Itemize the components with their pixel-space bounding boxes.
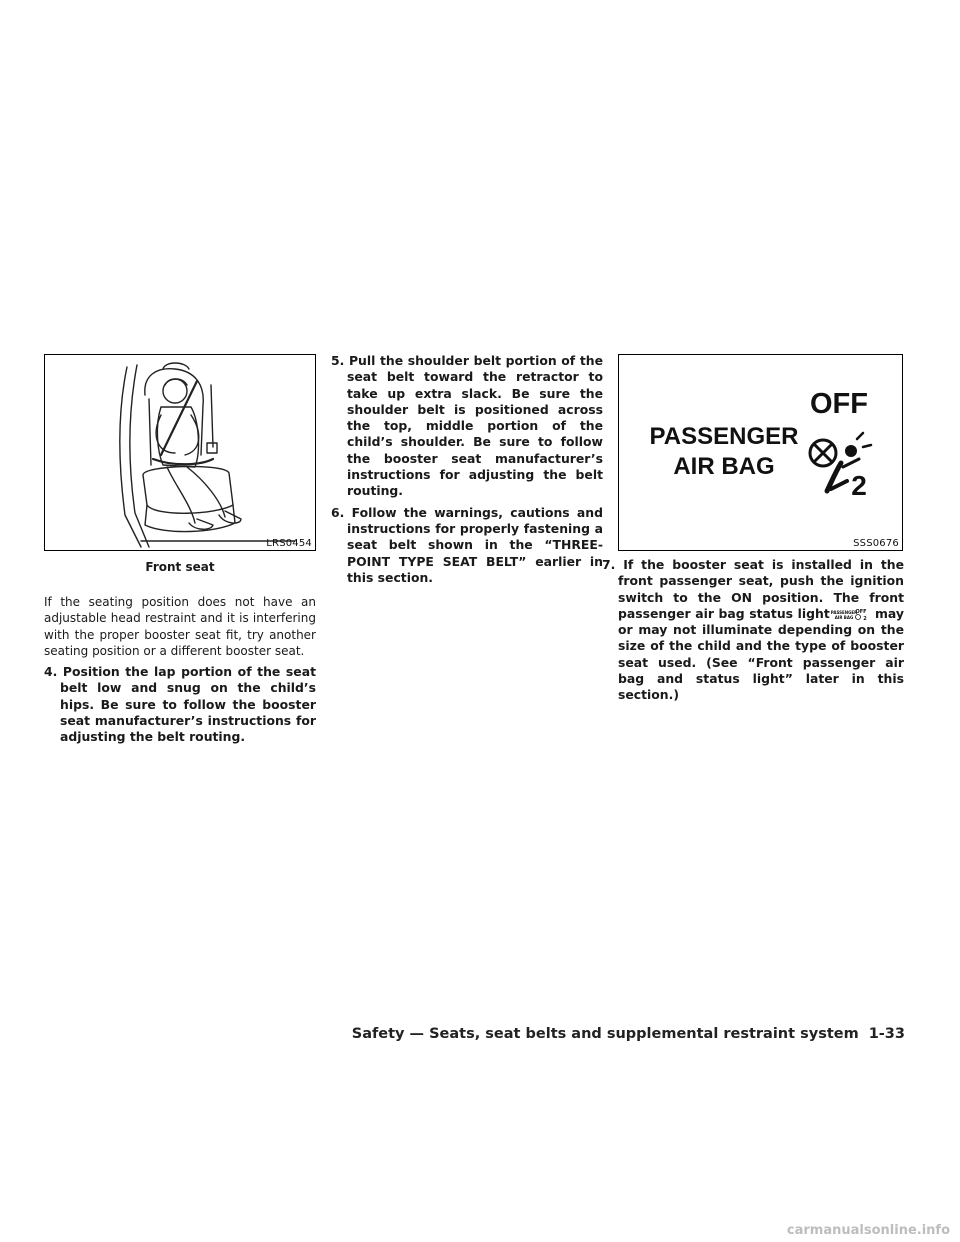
figure-code: LRS0454 <box>266 538 312 549</box>
page-number: 1-33 <box>868 1026 905 1042</box>
section-title: Safety — Seats, seat belts and supplemental restraint system <box>351 1026 859 1042</box>
column-1 <box>44 594 316 751</box>
intro-paragraph: If the seating position does not have an adjustable head restraint and it is interfering with the proper booster seat fit, try another seating position or a different booster seat. <box>44 595 316 658</box>
figure-passenger-airbag <box>618 354 903 551</box>
page-footer <box>352 1026 905 1042</box>
figure-caption: Front seat <box>145 560 215 574</box>
svg-text:OFF: OFF <box>855 609 867 616</box>
step-7-text-before: 7. If the booster seat is installed in the front passenger seat, push the ignition switch to the ON position. The front passenger air bag status light <box>602 557 904 621</box>
watermark: carmanualsonline.info <box>786 1223 950 1238</box>
passenger-label: PASSENGER <box>649 423 799 450</box>
seat-number: 2 <box>851 470 867 501</box>
step-4: 4. Position the lap portion of the seat belt low and snug on the child’s hips. Be sure to follow the booster seat manufacturer’s instructions for adjusting the belt routing. <box>44 664 316 745</box>
step-5: 5. Pull the shoulder belt portion of the seat belt toward the retractor to take up extra slack. Be sure the shoulder belt is positioned across the top, middle portion of the child’s shoulder. Be sure to follow the booster seat manufacturer’s instructions for adjusting the belt routing. <box>331 353 603 499</box>
airbag-status-light-icon <box>831 607 870 623</box>
figure-code: SSS0676 <box>853 538 899 549</box>
column-2 <box>331 353 603 591</box>
airbag-off-icon <box>810 440 836 466</box>
off-label: OFF <box>810 388 868 420</box>
step-7 <box>602 557 904 704</box>
svg-text:PASSENGER: PASSENGER <box>831 610 858 616</box>
step-7-text-after: may or may not illuminate depending on the size of the child and the type of booster seat used. (See “Front passenger air bag and status light” later in this section.) <box>618 605 904 703</box>
step-6: 6. Follow the warnings, cautions and instructions for properly fastening a seat belt shown in the “THREE-POINT TYPE SEAT BELT” earlier in this section. <box>331 504 603 585</box>
airbag-label: AIR BAG <box>673 453 775 480</box>
child-booster-seat-illustration <box>45 355 315 550</box>
svg-text:AIR BAG: AIR BAG <box>835 615 854 621</box>
passenger-airbag-indicator <box>619 355 902 550</box>
svg-text:2: 2 <box>863 616 868 623</box>
column-3 <box>602 557 904 709</box>
figure-front-seat <box>44 354 316 551</box>
